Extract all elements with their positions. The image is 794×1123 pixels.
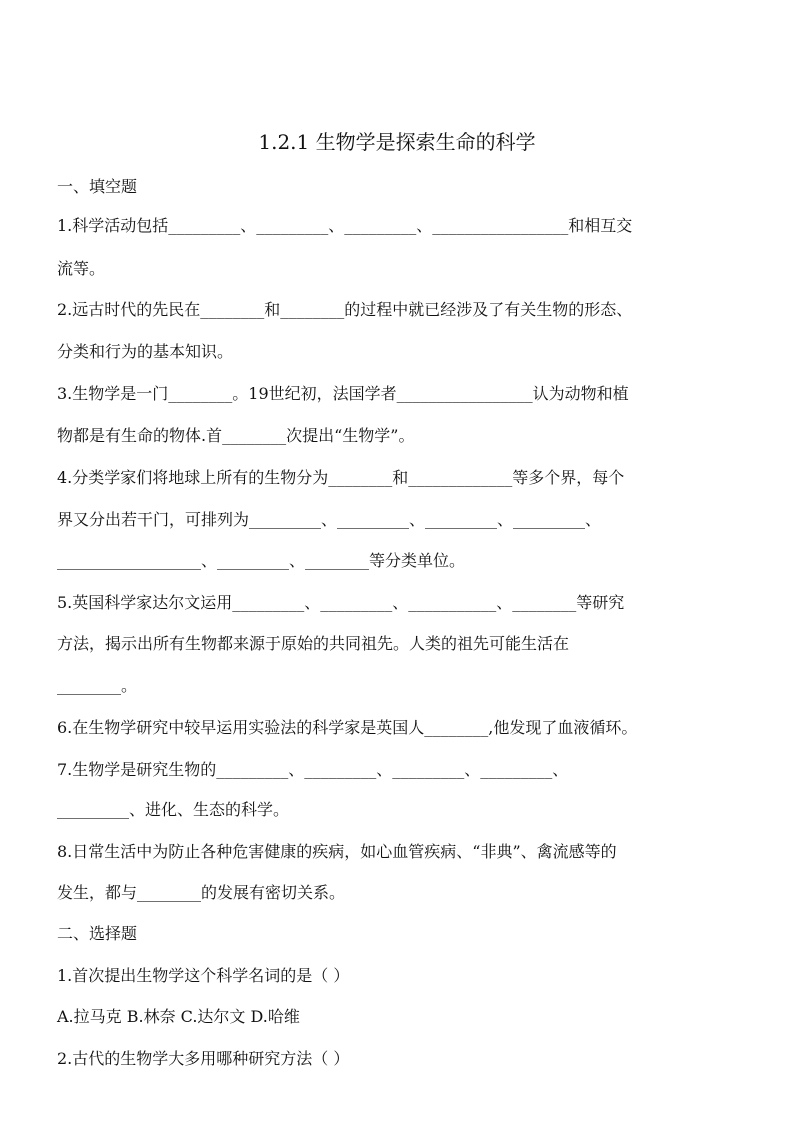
question-5-line-3: ________。 (57, 676, 138, 695)
question-4-line-1: 4.分类学家们将地球上所有的生物分为________和_____________等多个界，每个 (57, 468, 625, 487)
choice-question-1: 1.首次提出生物学这个科学名词的是（ ） (57, 966, 350, 985)
question-1-line-2: 流等。 (57, 259, 106, 278)
question-5-line-2: 方法，揭示出所有生物都来源于原始的共同祖先。人类的祖先可能生活在 (57, 634, 570, 653)
section-heading-multiple-choice: 二、选择题 (57, 924, 138, 943)
choice-question-1-options: A.拉马克 B.林奈 C.达尔文 D.哈维 (57, 1007, 300, 1026)
question-6-line-1: 6.在生物学研究中较早运用实验法的科学家是英国人________,他发现了血液循环。 (57, 718, 638, 737)
question-5-line-1: 5.英国科学家达尔文运用_________、_________、___________、________等研究 (57, 593, 625, 612)
page-title: 1.2.1 生物学是探索生命的科学 (258, 130, 536, 154)
question-8-line-2: 发生，都与________的发展有密切关系。 (57, 883, 346, 902)
question-4-line-3: __________________、_________、________等分类单位。 (57, 551, 466, 570)
question-8-line-1: 8.日常生活中为防止各种危害健康的疾病，如心血管疾病、“非典”、禽流感等的 (57, 842, 617, 861)
question-2-line-2: 分类和行为的基本知识。 (57, 342, 234, 361)
question-3-line-1: 3.生物学是一门________。19世纪初，法国学者_________________认为动物和植 (57, 384, 629, 403)
question-1-line-1: 1.科学活动包括_________、_________、_________、_________________和相互交 (57, 216, 633, 235)
question-7-line-2: _________、进化、生态的科学。 (57, 800, 290, 819)
question-4-line-2: 界又分出若干门，可排列为_________、_________、_________、_________、 (57, 510, 602, 529)
choice-question-2: 2.古代的生物学大多用哪种研究方法（ ） (57, 1049, 350, 1068)
question-3-line-2: 物都是有生命的物体.首________次提出“生物学”。 (57, 426, 415, 445)
question-7-line-1: 7.生物学是研究生物的_________、_________、_________、_________、 (57, 760, 569, 779)
section-heading-fill-blank: 一、填空题 (57, 177, 138, 196)
question-2-line-1: 2.远古时代的先民在________和________的过程中就已经涉及了有关生物的形态、 (57, 300, 633, 319)
